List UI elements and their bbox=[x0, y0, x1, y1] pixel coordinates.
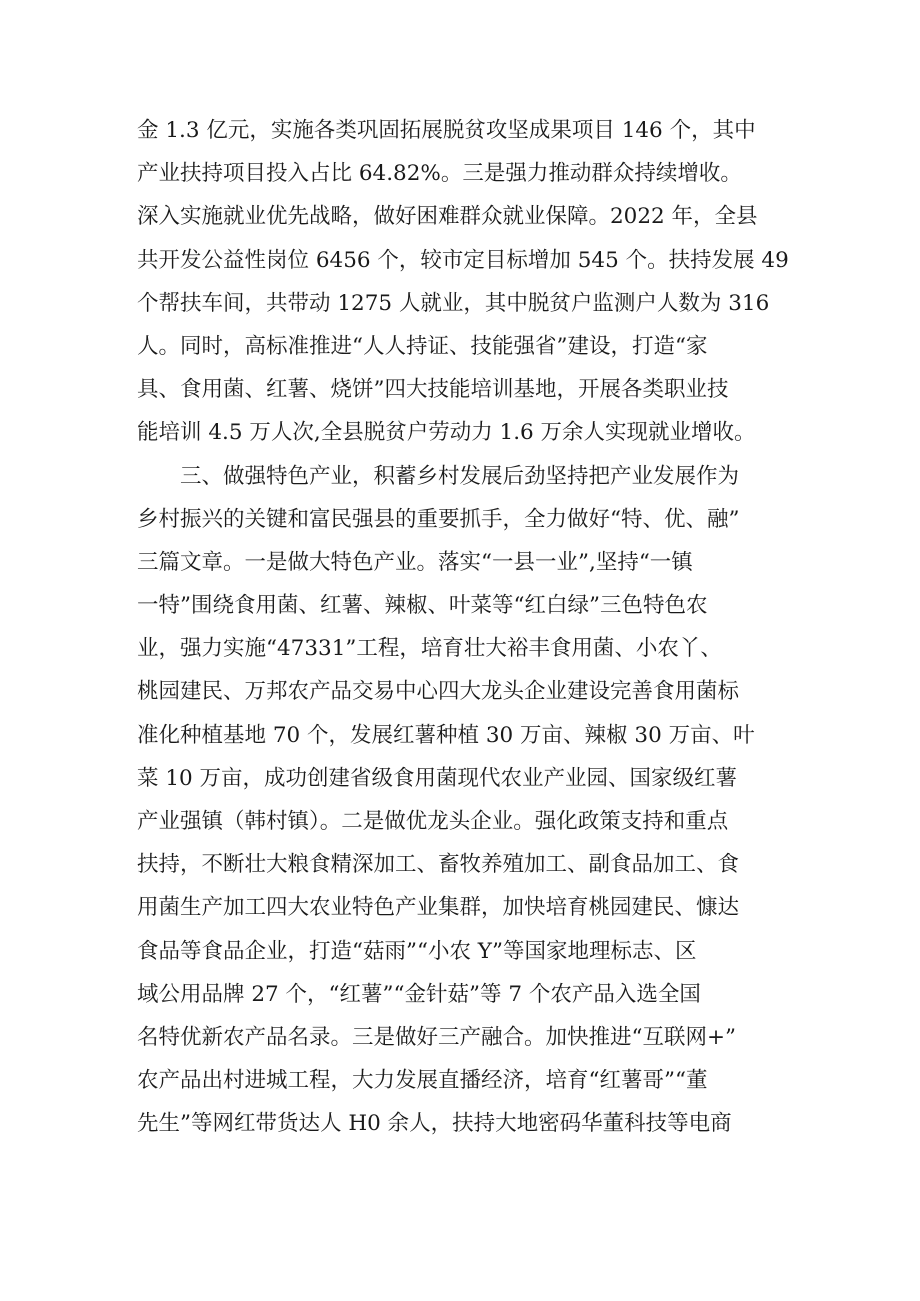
text-line: 扶持，不断壮大粮食精深加工、畜牧养殖加工、副食品加工、食 bbox=[137, 852, 740, 878]
text-line: 金 1.3 亿元，实施各类巩固拓展脱贫攻坚成果项目 146 个，其中 bbox=[137, 118, 756, 143]
text-line: 名特优新农产品名录。三是做好三产融合。加快推进“互联网+” bbox=[137, 1024, 737, 1050]
text-line: 农产品出村进城工程，大力发展直播经济，培育“红薯哥”“董 bbox=[137, 1068, 708, 1094]
text-line: 先生”等网红带货达人 H0 余人，扶持大地密码华董科技等电商 bbox=[137, 1111, 732, 1137]
text-line: 菜 10 万亩，成功创建省级食用菌现代农业产业园、国家级红薯 bbox=[137, 765, 738, 791]
text-line: 桃园建民、万邦农产品交易中心四大龙头企业建设完善食用菌标 bbox=[137, 679, 740, 705]
text-line: 深入实施就业优先战略，做好困难群众就业保障。2022 年，全县 bbox=[137, 204, 758, 230]
text-line: 域公用品牌 27 个，“红薯”“金针菇”等 7 个农产品入选全国 bbox=[137, 981, 701, 1007]
text-line: 食品等食品企业，打造“菇雨”“小农 Y”等国家地理标志、区 bbox=[137, 938, 697, 964]
text-line: 一特”围绕食用菌、红薯、辣椒、叶菜等“红白绿”三色特色农 bbox=[137, 593, 708, 619]
text-line: 产业强镇（韩村镇）。二是做优龙头企业。强化政策支持和重点 bbox=[137, 809, 729, 834]
text-line: 用菌生产加工四大农业特色产业集群，加快培育桃园建民、慷达 bbox=[137, 895, 740, 921]
text-line: 具、食用菌、红薯、烧饼”四大技能培训基地，开展各类职业技 bbox=[137, 377, 729, 403]
section-heading-line: 三、做强特色产业，积蓄乡村发展后劲坚持把产业发展作为 bbox=[180, 463, 740, 489]
text-line: 准化种植基地 70 个，发展红薯种植 30 万亩、辣椒 30 万亩、叶 bbox=[137, 722, 755, 748]
text-line: 业，强力实施“47331”工程，培育壮大裕丰食用菌、小农丫、 bbox=[137, 636, 722, 662]
body-text bbox=[137, 109, 797, 1146]
text-line: 能培训 4.5 万人次,全县脱贫户劳动力 1.6 万余人实现就业增收。 bbox=[137, 420, 756, 446]
text-line: 个帮扶车间，共带动 1275 人就业，其中脱贫户监测户人数为 316 bbox=[137, 290, 770, 316]
text-line: 三篇文章。一是做大特色产业。落实“一县一业”,坚持“一镇 bbox=[137, 549, 693, 575]
text-line: 人。同时，高标准推进“人人持证、技能强省”建设，打造“家 bbox=[137, 333, 708, 359]
text-line: 乡村振兴的关键和富民强县的重要抓手，全力做好“特、优、融” bbox=[137, 506, 740, 532]
text-line: 产业扶持项目投入占比 64.82%。三是强力推动群众持续增收。 bbox=[137, 161, 742, 187]
text-line: 共开发公益性岗位 6456 个，较市定目标增加 545 个。扶持发展 49 bbox=[137, 247, 789, 273]
